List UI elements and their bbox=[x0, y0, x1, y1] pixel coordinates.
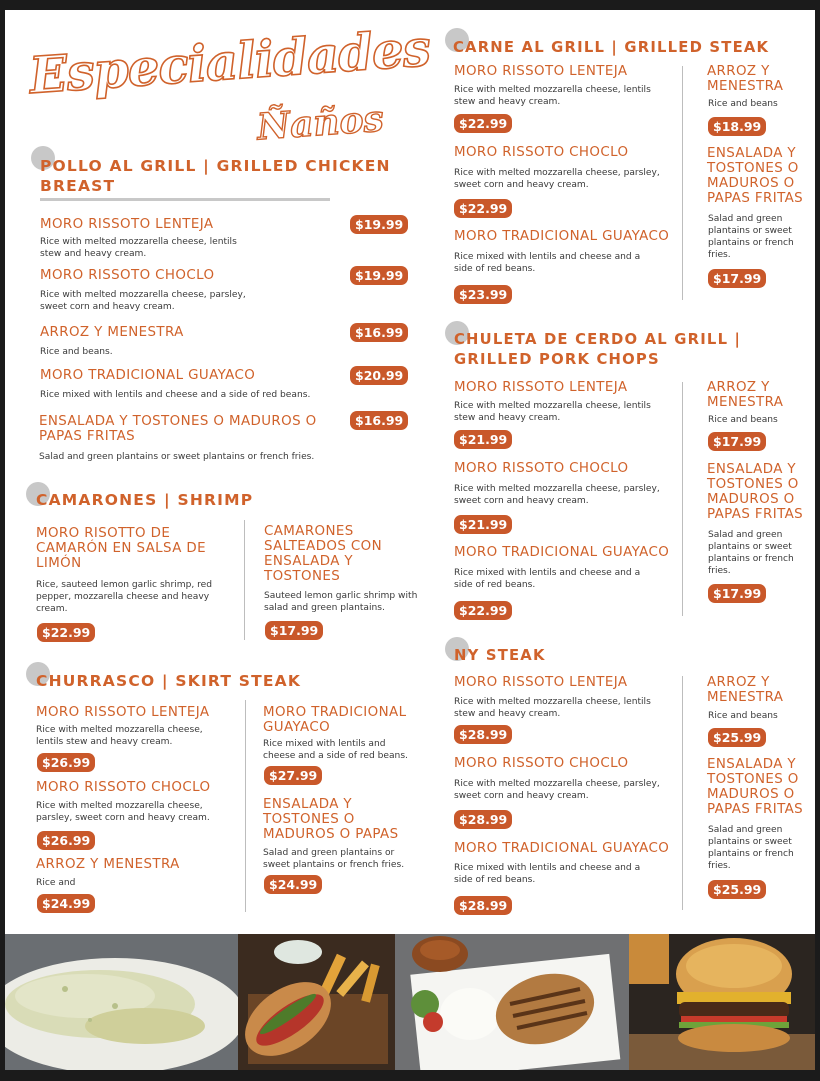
section-title-ny: NY STEAK bbox=[454, 647, 546, 664]
item-description: Rice with melted mozzarella cheese, lentils stew and heavy cream. bbox=[36, 725, 203, 747]
item-price: $16.99 bbox=[350, 411, 408, 430]
section-title-churrasco: CHURRASCO | SKIRT STEAK bbox=[36, 672, 302, 690]
item-name: MORO RISOTTO DE CAMARÓN EN SALSA DE LIMÓN bbox=[36, 526, 206, 571]
item-price: $21.99 bbox=[454, 430, 512, 449]
column-divider bbox=[682, 382, 683, 616]
item-name: ENSALADA Y TOSTONES O MADUROS O PAPAS FRITAS bbox=[39, 414, 317, 444]
menu-page bbox=[5, 10, 815, 1070]
item-description: Rice, sauteed lemon garlic shrimp, red pepper, mozzarella cheese and heavy cream. bbox=[36, 580, 213, 614]
item-description: Rice mixed with lentils and cheese and a side of red beans. bbox=[263, 739, 408, 761]
item-description: Rice and beans bbox=[708, 415, 778, 425]
item-description: Salad and green plantains or sweet plantains or french fries. bbox=[708, 530, 794, 576]
item-description: Rice and bbox=[36, 878, 76, 888]
column-divider bbox=[682, 66, 683, 300]
item-price: $28.99 bbox=[454, 896, 512, 915]
item-description: Rice with melted mozzarella cheese, lentils stew and heavy cream. bbox=[454, 697, 651, 719]
item-description: Rice mixed with lentils and cheese and a side of red beans. bbox=[454, 252, 641, 274]
item-name: MORO RISSOTO CHOCLO bbox=[36, 780, 211, 795]
item-description: Rice mixed with lentils and cheese and a side of red beans. bbox=[40, 390, 311, 400]
section-title-pollo: POLLO AL GRILL | GRILLED CHICKEN BREAST bbox=[40, 157, 391, 195]
column-divider bbox=[245, 700, 246, 912]
item-price: $22.99 bbox=[37, 623, 95, 642]
item-name: MORO RISSOTO CHOCLO bbox=[454, 756, 629, 771]
food-photo-strip bbox=[5, 934, 815, 1070]
item-price: $17.99 bbox=[708, 269, 766, 288]
item-description: Rice with melted mozzarella cheese, parsley, sweet corn and heavy cream. bbox=[36, 801, 210, 823]
menu-title: Especialidades bbox=[27, 18, 432, 105]
column-divider bbox=[244, 520, 245, 640]
item-description: Rice mixed with lentils and cheese and a side of red beans. bbox=[454, 568, 641, 590]
item-price: $24.99 bbox=[264, 875, 322, 894]
item-price: $22.99 bbox=[454, 114, 512, 133]
item-price: $19.99 bbox=[350, 215, 408, 234]
item-name: ARROZ Y MENESTRA bbox=[707, 64, 784, 94]
item-description: Rice mixed with lentils and cheese and a side of red beans. bbox=[454, 863, 641, 885]
item-price: $23.99 bbox=[454, 285, 512, 304]
item-description: Salad and green plantains or sweet plantains or french fries. bbox=[263, 848, 405, 870]
item-price: $25.99 bbox=[708, 728, 766, 747]
item-name: ENSALADA Y TOSTONES O MADUROS O PAPAS FRITAS bbox=[707, 462, 804, 522]
item-price: $28.99 bbox=[454, 810, 512, 829]
item-name: ARROZ Y MENESTRA bbox=[707, 380, 784, 410]
item-price: $21.99 bbox=[454, 515, 512, 534]
item-description: Rice with melted mozzarella cheese, parsley, sweet corn and heavy cream. bbox=[454, 484, 660, 506]
grilled-pork-plate-photo bbox=[395, 934, 629, 1070]
item-price: $26.99 bbox=[37, 753, 95, 772]
item-name: MORO RISSOTO LENTEJA bbox=[40, 217, 214, 232]
item-description: Rice and beans. bbox=[40, 347, 113, 357]
section-underline bbox=[40, 198, 330, 201]
item-description: Rice with melted mozzarella cheese, parsley, sweet corn and heavy cream. bbox=[454, 168, 660, 190]
cheese-rice-dish-photo bbox=[5, 934, 238, 1070]
item-name: ARROZ Y MENESTRA bbox=[36, 857, 180, 872]
item-price: $27.99 bbox=[264, 766, 322, 785]
item-name: MORO TRADICIONAL GUAYACO bbox=[454, 841, 670, 856]
item-price: $17.99 bbox=[708, 432, 766, 451]
item-description: Rice with melted mozzarella cheese, parsley, sweet corn and heavy cream. bbox=[40, 290, 246, 312]
item-description: Salad and green plantains or sweet plantains or french fries. bbox=[39, 452, 315, 462]
item-description: Rice with melted mozzarella cheese, lentils stew and heavy cream. bbox=[454, 85, 651, 107]
item-name: MORO RISSOTO CHOCLO bbox=[454, 145, 629, 160]
item-price: $25.99 bbox=[708, 880, 766, 899]
item-name: MORO TRADICIONAL GUAYACO bbox=[454, 545, 670, 560]
item-name: ENSALADA Y TOSTONES O MADUROS O PAPAS FRITAS bbox=[707, 757, 804, 817]
item-description: Salad and green plantains or sweet plantains or french fries. bbox=[708, 825, 794, 871]
item-price: $20.99 bbox=[350, 366, 408, 385]
item-price: $18.99 bbox=[708, 117, 766, 136]
item-name: ENSALADA Y TOSTONES O MADUROS O PAPAS bbox=[263, 797, 399, 842]
item-name: MORO RISSOTO LENTEJA bbox=[454, 380, 628, 395]
item-price: $17.99 bbox=[265, 621, 323, 640]
item-price: $28.99 bbox=[454, 725, 512, 744]
item-name: MORO TRADICIONAL GUAYACO bbox=[40, 368, 256, 383]
item-name: MORO RISSOTO LENTEJA bbox=[454, 64, 628, 79]
item-description: Sauteed lemon garlic shrimp with salad and green plantains. bbox=[264, 591, 418, 613]
item-description: Rice with melted mozzarella cheese, lentils stew and heavy cream. bbox=[454, 401, 651, 423]
section-title-chuleta: CHULETA DE CERDO AL GRILL | GRILLED PORK CHOPS bbox=[454, 331, 742, 368]
item-price: $22.99 bbox=[454, 199, 512, 218]
item-name: MORO RISSOTO CHOCLO bbox=[40, 268, 215, 283]
item-price: $26.99 bbox=[37, 831, 95, 850]
item-name: MORO RISSOTO LENTEJA bbox=[36, 705, 210, 720]
item-name: ARROZ Y MENESTRA bbox=[40, 325, 184, 340]
item-price: $22.99 bbox=[454, 601, 512, 620]
item-price: $24.99 bbox=[37, 894, 95, 913]
item-description: Rice with melted mozzarella cheese, lentils stew and heavy cream. bbox=[40, 237, 237, 259]
section-title-carne: CARNE AL GRILL | GRILLED STEAK bbox=[453, 39, 770, 56]
item-name: MORO RISSOTO CHOCLO bbox=[454, 461, 629, 476]
item-name: CAMARONES SALTEADOS CON ENSALADA Y TOSTONES bbox=[264, 524, 383, 584]
item-name: MORO TRADICIONAL GUAYACO bbox=[454, 229, 670, 244]
section-title-camarones: CAMARONES | SHRIMP bbox=[36, 491, 254, 509]
item-price: $19.99 bbox=[350, 266, 408, 285]
item-price: $16.99 bbox=[350, 323, 408, 342]
item-description: Salad and green plantains or sweet plantains or french fries. bbox=[708, 214, 794, 260]
item-name: MORO TRADICIONAL GUAYACO bbox=[263, 705, 407, 735]
item-description: Rice and beans bbox=[708, 711, 778, 721]
item-name: MORO RISSOTO LENTEJA bbox=[454, 675, 628, 690]
menu-subtitle: Ñaños bbox=[255, 97, 385, 149]
sandwich-and-fries-photo bbox=[238, 934, 395, 1070]
item-name: ARROZ Y MENESTRA bbox=[707, 675, 784, 705]
column-divider bbox=[682, 676, 683, 910]
burger-photo bbox=[629, 934, 815, 1070]
item-price: $17.99 bbox=[708, 584, 766, 603]
item-name: ENSALADA Y TOSTONES O MADUROS O PAPAS FRITAS bbox=[707, 146, 804, 206]
item-description: Rice and beans bbox=[708, 99, 778, 109]
item-description: Rice with melted mozzarella cheese, parsley, sweet corn and heavy cream. bbox=[454, 779, 660, 801]
